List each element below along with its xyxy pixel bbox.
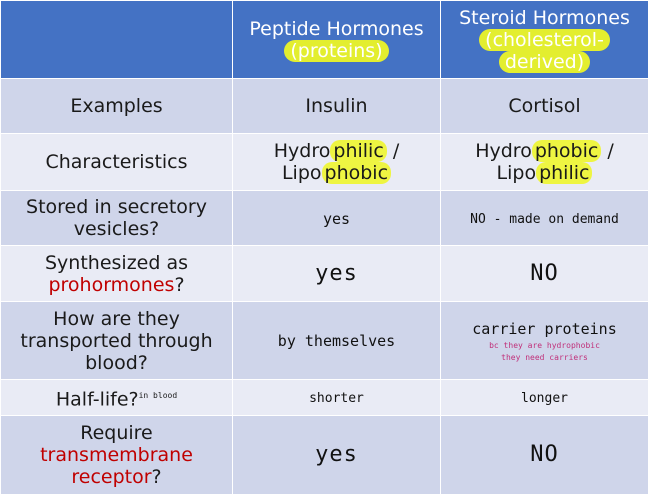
row-label-characteristics: Characteristics [1,134,233,191]
highlighted-text: phobic [322,162,392,184]
cell-peptide-synthesized [233,246,441,302]
row-characteristics [1,134,648,191]
row-transport [1,302,648,380]
handwritten-note: in blood [139,391,178,400]
handwritten-answer: longer [521,391,568,406]
label-punct: ? [152,466,162,488]
row-synthesized [1,246,648,302]
row-label-transport [1,302,233,380]
header-steroid-title: Steroid Hormones [459,7,630,29]
label-keyword: receptor [71,466,151,488]
cell-steroid-synthesized [441,246,648,302]
row-label-halflife [1,380,233,416]
cell-steroid-characteristics [441,134,648,191]
highlighted-text: philic [536,162,592,184]
text-fragment: Lipo [497,162,537,184]
handwritten-answer: NO [530,442,559,467]
text-fragment: / [387,140,399,162]
label-line: How are they [53,308,180,330]
cell-peptide-halflife [233,380,441,416]
highlighted-text: philic [330,140,386,162]
handwritten-answer: yes [315,261,358,286]
text-fragment: Lipo [282,162,322,184]
handwritten-answer: NO - made on demand [470,212,619,227]
row-label-receptor [1,416,233,495]
row-stored [1,191,648,246]
label-line: vesicles? [74,218,160,240]
handwritten-note: they need carriers [445,352,644,364]
header-row [1,1,648,79]
cell-peptide-stored [233,191,441,246]
label-keyword: prohormones [48,274,174,296]
header-steroid-subtitle-1: (cholesterol- [479,29,610,51]
label-line: Half-life? [56,388,139,410]
header-peptide-title: Peptide Hormones [249,18,423,40]
text-fragment: Hydro [274,140,331,162]
row-receptor [1,416,648,495]
row-label-stored [1,191,233,246]
row-label-synthesized [1,246,233,302]
handwritten-answer: yes [315,442,358,467]
label-keyword: transmembrane [40,444,193,466]
row-halflife [1,380,648,416]
cell-steroid-transport [441,302,648,380]
handwritten-answer: by themselves [278,332,395,350]
handwritten-answer: NO [530,261,559,286]
header-peptide-cell [233,1,441,79]
cell-steroid-halflife [441,380,648,416]
row-examples [1,79,648,134]
cell-steroid-stored [441,191,648,246]
cell-peptide-transport [233,302,441,380]
header-steroid-cell [441,1,648,79]
label-line: Synthesized as [45,252,188,274]
cell-peptide-examples: Insulin [233,79,441,134]
cell-peptide-characteristics [233,134,441,191]
header-corner-cell [1,1,233,79]
handwritten-answer: shorter [309,391,364,406]
label-line: Stored in secretory [26,196,207,218]
text-fragment: Hydro [475,140,532,162]
label-punct: ? [174,274,184,296]
header-steroid-subtitle-2: derived) [499,51,590,73]
text-fragment: / [601,140,613,162]
cell-peptide-receptor [233,416,441,495]
handwritten-note: bc they are hydrophobic [445,340,644,352]
handwritten-answer: yes [323,210,350,228]
label-line: Require [80,422,153,444]
cell-steroid-receptor [441,416,648,495]
label-line: transported through [20,330,212,352]
handwritten-answer: carrier proteins [472,320,617,338]
cell-steroid-examples: Cortisol [441,79,648,134]
label-line: blood? [85,352,148,374]
row-label-examples: Examples [1,79,233,134]
highlighted-text: phobic [532,140,602,162]
header-peptide-subtitle: (proteins) [284,40,388,62]
